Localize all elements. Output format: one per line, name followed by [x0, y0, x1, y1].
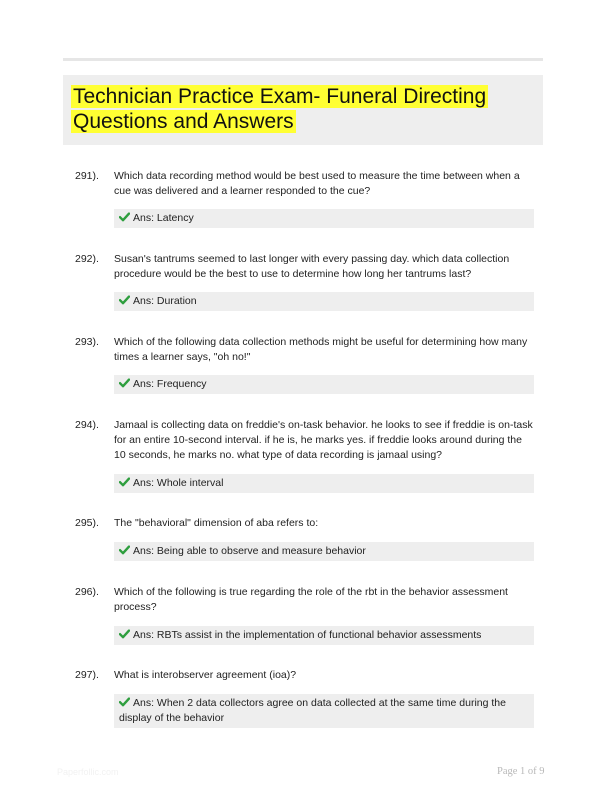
- question-number: 292).: [75, 253, 99, 265]
- answer-box: [114, 542, 534, 561]
- watermark-text: Paperfollic.com: [57, 767, 119, 777]
- check-icon: [119, 378, 130, 388]
- page-number: Page 1 of 9: [497, 766, 545, 777]
- check-icon: [119, 295, 130, 305]
- answer-text: Ans: Being able to observe and measure behavior: [133, 545, 366, 557]
- question-text: Jamaal is collecting data on freddie's on-task behavior. he looks to see if freddie is on-task for an entire 10-second interval. if he is, he marks yes. if freddie looks around during the 10 seconds, he marks no. what type of data recording is jamaal using?: [114, 419, 533, 461]
- question-text: Which of the following data collection methods might be useful for determining how many times a learner says, "oh no!": [114, 336, 528, 363]
- check-icon: [119, 477, 130, 487]
- answer-box: [114, 292, 534, 311]
- page-title: Technician Practice Exam- Funeral Directing Questions and Answers: [73, 85, 487, 133]
- answer-box: [114, 209, 534, 228]
- answer-box: [114, 626, 534, 645]
- answer-text: Ans: Duration: [133, 295, 197, 307]
- question-number: 293).: [75, 336, 99, 348]
- question-text: Which data recording method would be best used to measure the time between when a cue was delivered and a learner responded to the cue?: [114, 170, 520, 197]
- top-divider: [63, 58, 543, 61]
- check-icon: [119, 697, 130, 707]
- answer-text: Ans: Frequency: [133, 378, 207, 390]
- answer-text: Ans: Whole interval: [133, 477, 224, 489]
- check-icon: [119, 629, 130, 639]
- question-text: Susan's tantrums seemed to last longer with every passing day. which data collection procedure would be the best to use to determine how long her tantrums last?: [114, 253, 510, 280]
- answer-text: Ans: RBTs assist in the implementation of functional behavior assessments: [133, 629, 482, 641]
- check-icon: [119, 545, 130, 555]
- question-number: 294).: [75, 419, 99, 431]
- answer-text: Ans: When 2 data collectors agree on data collected at the same time during the display of the behavior: [119, 697, 506, 724]
- title-banner: [63, 75, 543, 145]
- question-number: 295).: [75, 517, 99, 529]
- question-number: 296).: [75, 586, 99, 598]
- question-text: The "behavioral" dimension of aba refers to:: [114, 517, 319, 529]
- question-text: What is interobserver agreement (ioa)?: [114, 669, 297, 681]
- answer-text: Ans: Latency: [133, 212, 194, 224]
- check-icon: [119, 212, 130, 222]
- question-number: 297).: [75, 669, 99, 681]
- answer-box: [114, 694, 534, 728]
- answer-box: [114, 375, 534, 394]
- question-text: Which of the following is true regarding the role of the rbt in the behavior assessment process?: [114, 586, 508, 613]
- question-number: 291).: [75, 170, 99, 182]
- answer-box: [114, 474, 534, 493]
